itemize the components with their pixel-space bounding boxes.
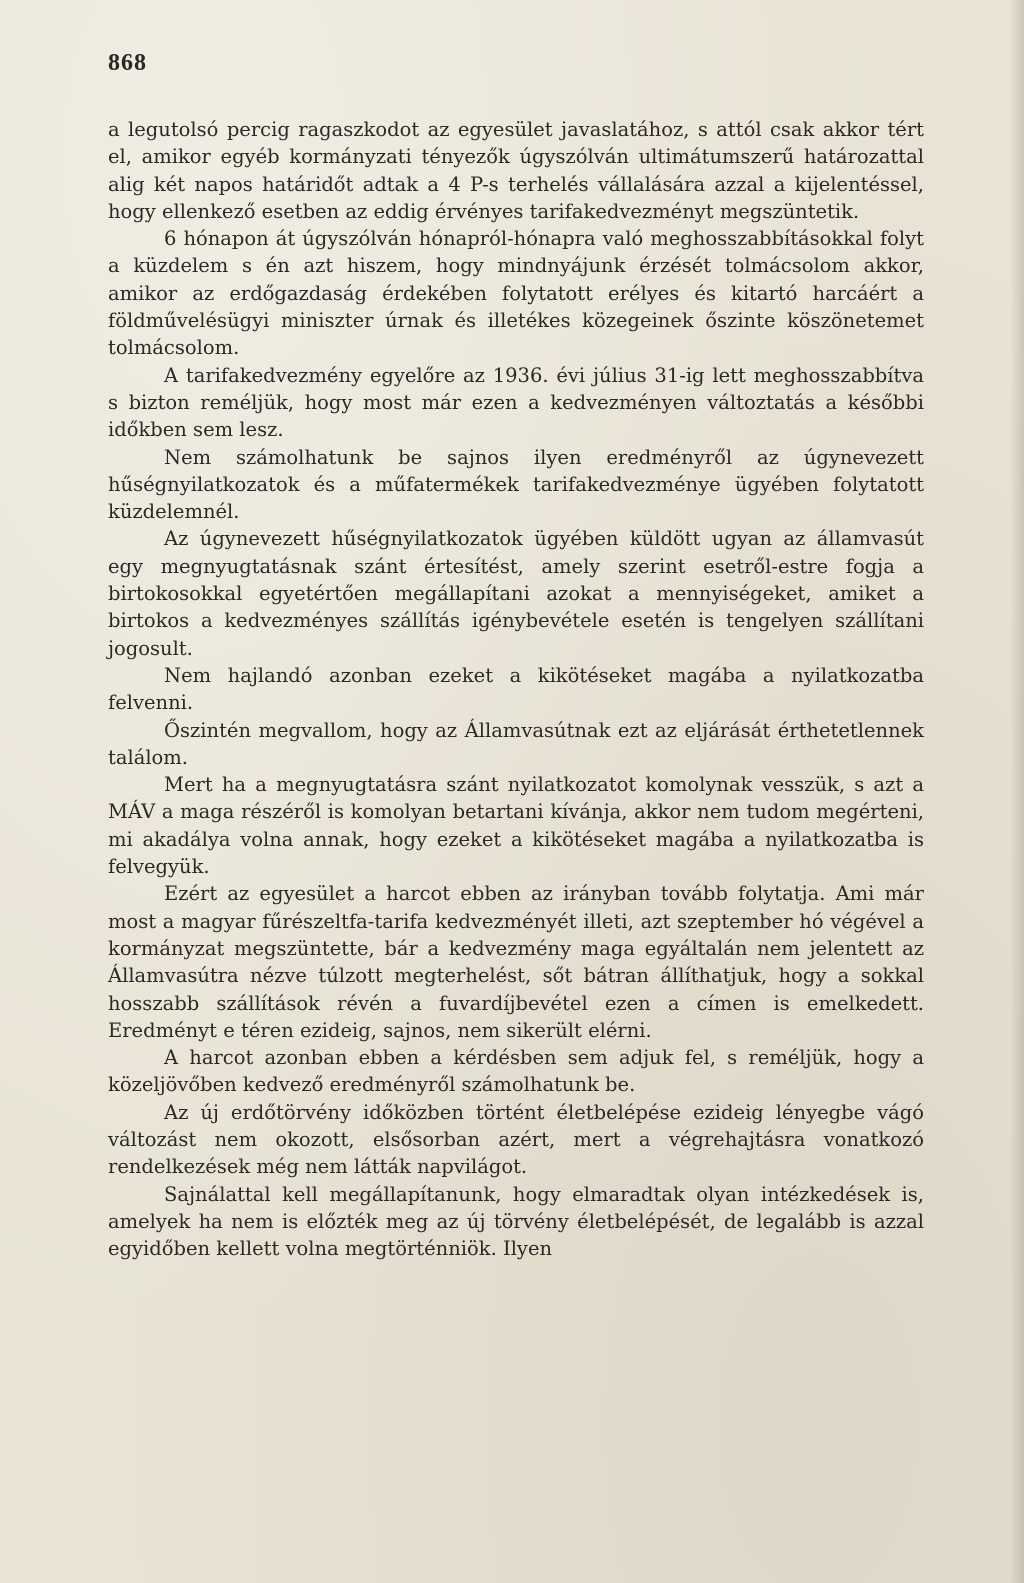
paragraph-11: Az új erdőtörvény időközben történt életbelépése ezideig lényegbe vágó változást nem okozott, elsősorban azért, mert a végrehajtásra vonatkozó rendelkezések még nem látták napvilágot. — [108, 1100, 924, 1179]
page-edge-shadow — [1010, 0, 1024, 1583]
paragraph-12: Sajnálattal kell megállapítanunk, hogy elmaradtak olyan intézkedések is, amelyek ha nem is előzték meg az új törvény életbelépését, de legalább is azzal egyidőben kellett volna megtörténniök. Ilyen — [108, 1182, 924, 1261]
body-text — [108, 116, 924, 1262]
paragraph-4: Nem számolhatunk be sajnos ilyen eredményről az úgynevezett hűségnyilatkozatok és a műfatermékek tarifakedvezménye ügyében folytatott küzdelemnél. — [108, 445, 924, 524]
paragraph-9: Ezért az egyesület a harcot ebben az irányban tovább folytatja. Ami már most a magyar fűrészeltfa-tarifa kedvezményét illeti, azt szeptember hó végével a kormányzat megszüntette, bár a kedvezmény maga egyáltalán nem jelentett az Államvasútra nézve túlzott megterhelést, sőt bátran állíthatjuk, hogy a sokkal hosszabb szállítások révén a fuvardíjbevétel ezen a címen is emelkedett. Eredményt e téren ezideig, sajnos, nem sikerült elérni. — [108, 882, 924, 1042]
paragraph-10: A harcot azonban ebben a kérdésben sem adjuk fel, s reméljük, hogy a közeljövőben kedvező eredményről számolhatunk be. — [108, 1046, 924, 1097]
paragraph-2: 6 hónapon át úgyszólván hónapról-hónapra való meghosszabbításokkal folyt a küzdelem s én azt hiszem, hogy mindnyájunk érzését tolmácsolom akkor, amikor az erdőgazdaság érdekében folytatott erélyes és kitartó harcáért a földművelésügyi miniszter úrnak és illetékes közegeinek őszinte köszönetemet tolmácsolom. — [108, 227, 924, 360]
paragraph-6: Nem hajlandó azonban ezeket a kikötéseket magába a nyilatkozatba felvenni. — [108, 663, 924, 715]
paragraph-3: A tarifakedvezmény egyelőre az 1936. évi július 31-ig lett meghosszabbítva s bizton reméljük, hogy most már ezen a kedvezményen változtatás a későbbi időkben sem lesz. — [108, 363, 924, 442]
page-number: 868 — [108, 50, 147, 76]
paragraph-5: Az úgynevezett hűségnyilatkozatok ügyében küldött ugyan az államvasút egy megnyugtatásnak szánt értesítést, amely szerint esetről-estre fogja a birtokosokkal egyetértően megállapítani azokat a mennyiségeket, amiket a birtokos a kedvezményes szállítás igénybevétele esetén is tengelyen szállítani jogosult. — [108, 527, 924, 660]
paragraph-1: a legutolsó percig ragaszkodot az egyesület javaslatához, s attól csak akkor tért el, amikor egyéb kormányzati tényezők úgyszólván ultimátumszerű határozattal alig két napos határidőt adtak a 4 P-s terhelés vállalására azzal a kijelentéssel, hogy ellenkező esetben az eddig érvényes tarifakedvezményt megszüntetik. — [108, 118, 924, 223]
paragraph-7: Őszintén megvallom, hogy az Államvasútnak ezt az eljárását érthetetlennek találom. — [108, 718, 924, 769]
paragraph-8: Mert ha a megnyugtatásra szánt nyilatkozatot komolynak vesszük, s azt a MÁV a maga részéről is komolyan betartani kívánja, akkor nem tudom megérteni, mi akadálya volna annak, hogy ezeket a kikötéseket magába a nyilatkozatba is felvegyük. — [108, 773, 924, 879]
